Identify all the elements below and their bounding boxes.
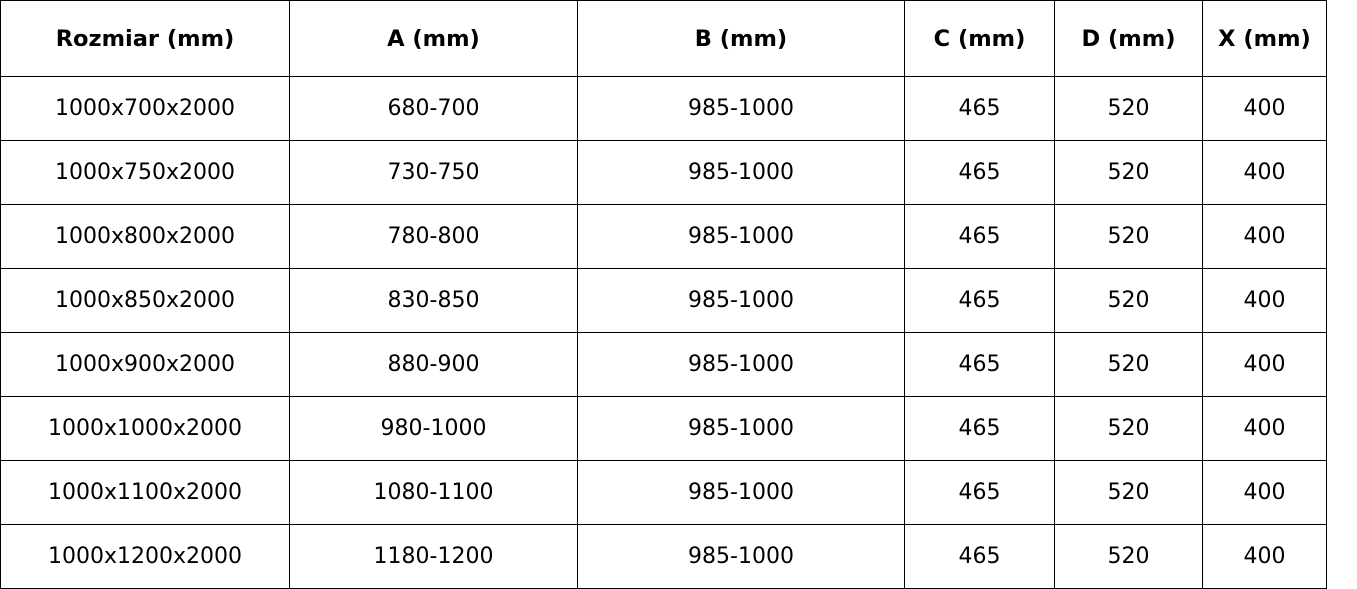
- table-row: [1, 461, 1327, 525]
- cell-a: 1180-1200: [290, 525, 578, 589]
- table-row: [1, 77, 1327, 141]
- cell-x: 400: [1203, 525, 1327, 589]
- cell-a: 980-1000: [290, 397, 578, 461]
- table-body: [1, 77, 1327, 589]
- column-header-x: X (mm): [1203, 1, 1327, 77]
- cell-a: 780-800: [290, 205, 578, 269]
- cell-rozmiar: 1000x700x2000: [1, 77, 290, 141]
- cell-b: 985-1000: [578, 269, 905, 333]
- cell-a: 730-750: [290, 141, 578, 205]
- cell-d: 520: [1055, 397, 1203, 461]
- table-row: [1, 333, 1327, 397]
- cell-x: 400: [1203, 141, 1327, 205]
- table-row: [1, 205, 1327, 269]
- cell-rozmiar: 1000x800x2000: [1, 205, 290, 269]
- cell-b: 985-1000: [578, 461, 905, 525]
- cell-rozmiar: 1000x750x2000: [1, 141, 290, 205]
- cell-c: 465: [905, 269, 1055, 333]
- cell-rozmiar: 1000x900x2000: [1, 333, 290, 397]
- table-row: [1, 269, 1327, 333]
- table-header: [1, 1, 1327, 77]
- cell-d: 520: [1055, 461, 1203, 525]
- cell-rozmiar: 1000x850x2000: [1, 269, 290, 333]
- column-header-c: C (mm): [905, 1, 1055, 77]
- cell-c: 465: [905, 525, 1055, 589]
- cell-rozmiar: 1000x1100x2000: [1, 461, 290, 525]
- cell-x: 400: [1203, 397, 1327, 461]
- cell-b: 985-1000: [578, 77, 905, 141]
- cell-x: 400: [1203, 205, 1327, 269]
- cell-b: 985-1000: [578, 333, 905, 397]
- table-header-row: [1, 1, 1327, 77]
- cell-d: 520: [1055, 333, 1203, 397]
- cell-rozmiar: 1000x1200x2000: [1, 525, 290, 589]
- cell-a: 680-700: [290, 77, 578, 141]
- cell-x: 400: [1203, 269, 1327, 333]
- column-header-rozmiar: Rozmiar (mm): [1, 1, 290, 77]
- cell-x: 400: [1203, 461, 1327, 525]
- cell-d: 520: [1055, 141, 1203, 205]
- cell-d: 520: [1055, 525, 1203, 589]
- cell-c: 465: [905, 77, 1055, 141]
- cell-x: 400: [1203, 333, 1327, 397]
- table-row: [1, 525, 1327, 589]
- cell-b: 985-1000: [578, 141, 905, 205]
- cell-c: 465: [905, 397, 1055, 461]
- cell-d: 520: [1055, 269, 1203, 333]
- cell-b: 985-1000: [578, 525, 905, 589]
- cell-a: 880-900: [290, 333, 578, 397]
- table-row: [1, 141, 1327, 205]
- cell-c: 465: [905, 461, 1055, 525]
- cell-d: 520: [1055, 77, 1203, 141]
- cell-c: 465: [905, 141, 1055, 205]
- cell-a: 1080-1100: [290, 461, 578, 525]
- cell-b: 985-1000: [578, 397, 905, 461]
- cell-c: 465: [905, 205, 1055, 269]
- cell-c: 465: [905, 333, 1055, 397]
- column-header-d: D (mm): [1055, 1, 1203, 77]
- cell-a: 830-850: [290, 269, 578, 333]
- column-header-a: A (mm): [290, 1, 578, 77]
- table-row: [1, 397, 1327, 461]
- cell-d: 520: [1055, 205, 1203, 269]
- column-header-b: B (mm): [578, 1, 905, 77]
- cell-x: 400: [1203, 77, 1327, 141]
- cell-b: 985-1000: [578, 205, 905, 269]
- cell-rozmiar: 1000x1000x2000: [1, 397, 290, 461]
